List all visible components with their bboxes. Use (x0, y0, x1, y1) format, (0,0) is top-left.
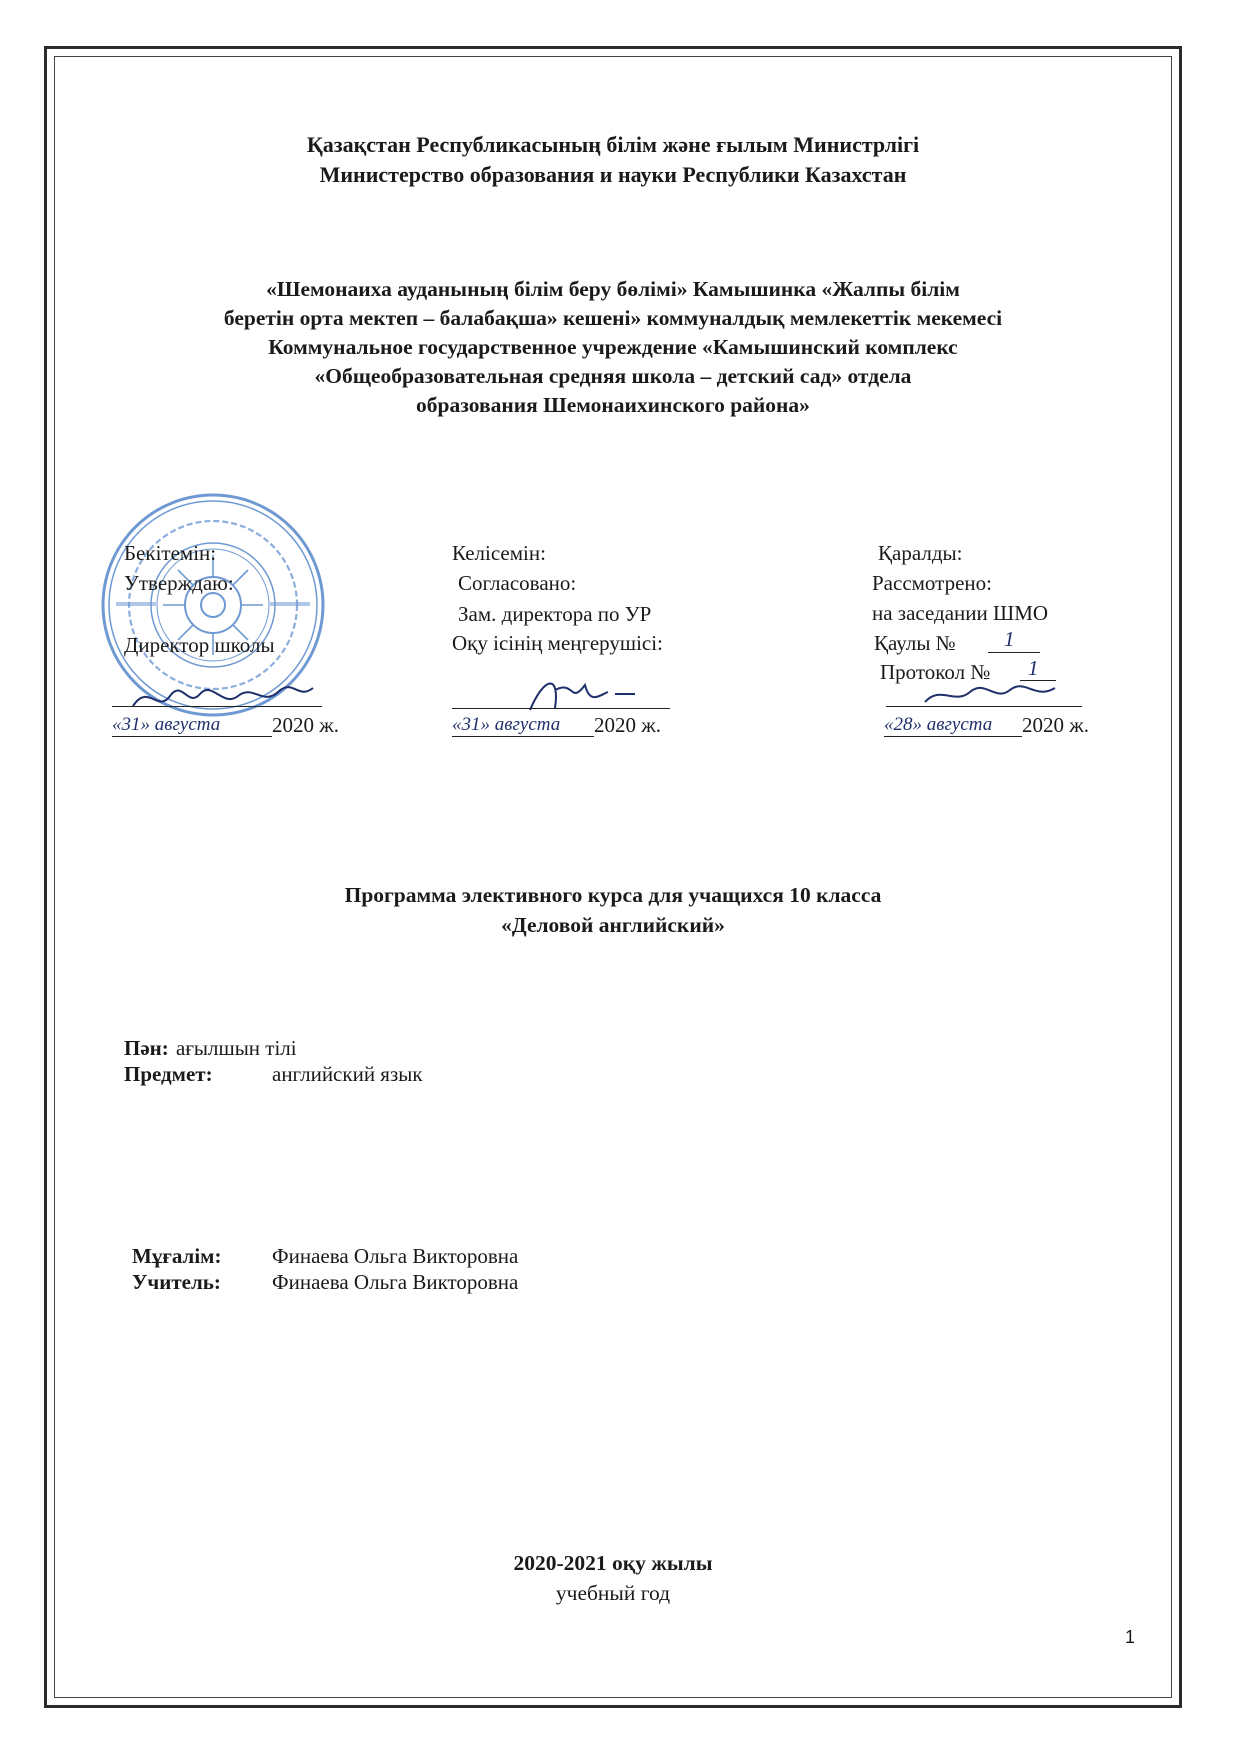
ministry-ru: Министерство образования и науки Республики Казахстан (319, 162, 907, 187)
kaulu-line (988, 652, 1040, 653)
teacher-ru-label: Учитель: (132, 1270, 221, 1294)
meeting-label: на заседании ШМО (872, 601, 1049, 625)
deputy-role-ru: Зам. директора по УР (458, 602, 652, 626)
teacher-kz-label: Мұғалім: (132, 1244, 222, 1268)
director-date-hand: «31» августа (112, 714, 221, 735)
kaulu-label: Қаулы № (874, 631, 956, 655)
course-title (54, 880, 1172, 940)
course-title-line-2: «Деловой английский» (501, 913, 725, 937)
review-kz-label: Қаралды: (878, 541, 963, 565)
deputy-date-suffix: 2020 ж. (594, 713, 662, 737)
shmo-date-line (884, 736, 1022, 737)
protocol-label: Протокол № (880, 660, 991, 684)
deputy-signature-icon (520, 670, 640, 718)
deputy-date-line (452, 736, 594, 737)
agree-kz-label: Келісемін: (452, 541, 546, 565)
year-line-1: 2020-2021 оқу жылы (513, 1551, 713, 1575)
subject-kz-label: Пән: (124, 1036, 169, 1060)
shmo-date-suffix: 2020 ж. (1022, 713, 1090, 737)
director-role: Директор школы (124, 633, 275, 657)
org-line-4: «Общеобразовательная средняя школа – детский сад» отдела (314, 364, 912, 388)
course-title-line-1: Программа элективного курса для учащихся 10 класса (344, 883, 882, 907)
director-date-suffix: 2020 ж. (272, 713, 340, 737)
organization-block (54, 275, 1172, 420)
kaulu-number: 1 (1004, 627, 1015, 651)
protocol-number: 1 (1028, 656, 1039, 680)
deputy-date-hand: «31» августа (452, 714, 561, 735)
deputy-sign-line (452, 708, 670, 709)
review-ru-label: Рассмотрено: (872, 571, 992, 595)
subject-ru-label: Предмет: (124, 1062, 213, 1086)
teacher-kz-value: Финаева Ольга Викторовна (272, 1244, 519, 1268)
ministry-header (54, 130, 1172, 190)
year-line-2: учебный год (555, 1581, 671, 1605)
org-line-5: образования Шемонаихинского района» (416, 393, 810, 417)
approve-kz-label: Бекітемін: (124, 541, 217, 565)
ministry-kz: Қазақстан Республикасының білім және ғылым Министрлігі (306, 132, 920, 157)
director-sign-line (112, 706, 322, 707)
director-date-line (112, 736, 272, 737)
org-line-1: «Шемонаиха ауданының білім беру бөлімі» Камышинка «Жалпы білім (266, 277, 960, 301)
approve-ru-label: Утверждаю: (124, 571, 234, 595)
agree-ru-label: Согласовано: (458, 571, 577, 595)
teacher-ru-value: Финаева Ольга Викторовна (272, 1270, 519, 1294)
shmo-date-hand: «28» августа (884, 714, 993, 735)
subject-kz-value: ағылшын тілі (176, 1036, 297, 1060)
shmo-sign-line (886, 706, 1082, 707)
page-number: 1 (1125, 1627, 1136, 1647)
org-line-2: беретін орта мектеп – балабақша» кешені» коммуналдық мемлекеттік мекемесі (223, 306, 1003, 330)
subject-ru-value: английский язык (272, 1062, 423, 1086)
deputy-role-kz: Оқу ісінің меңгерушісі: (452, 631, 663, 655)
org-line-3: Коммунальное государственное учреждение «Камышинский комплекс (268, 335, 958, 359)
academic-year (54, 1548, 1172, 1608)
